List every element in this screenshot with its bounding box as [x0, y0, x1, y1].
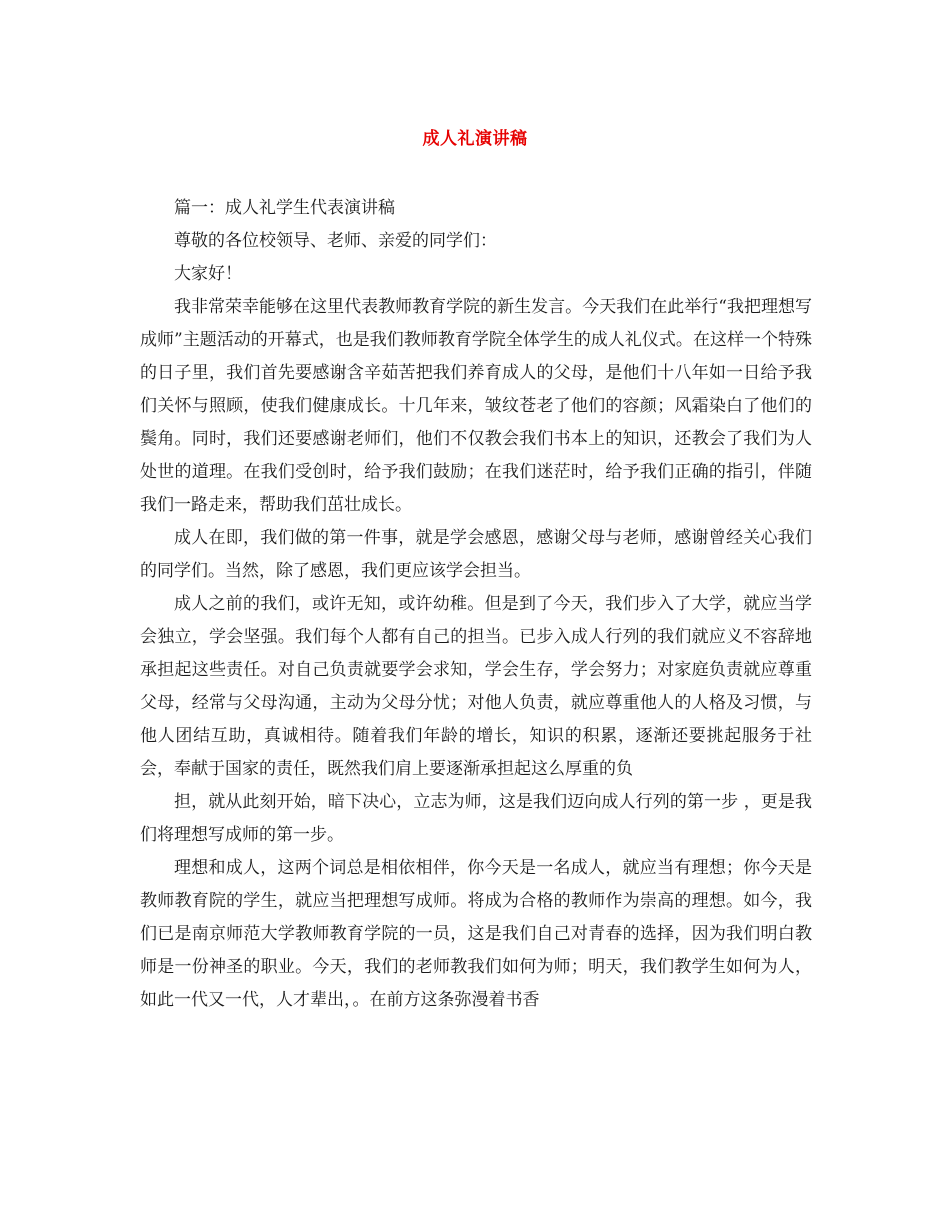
body-paragraph: 担，就从此刻开始，暗下决心，立志为师，这是我们迈向成人行列的第一步 ，更是我们将理想写成师的第一步。: [140, 792, 812, 845]
body-paragraph: 我非常荣幸能够在这里代表教师教育学院的新生发言。今天我们在此举行“我把理想写成师”主题活动的开幕式，也是我们教师教育学院全体学生的成人礼仪式。在这样一个特殊的日子里，我们首先要感谢含辛茹苦把我们养育成人的父母，是他们十八年如一日给予我们关怀与照顾，使我们健康成长。十几年来，皱纹苍老了他们的容颜；风霜染白了他们的鬓角。同时，我们还要感谢老师们，他们不仅教会我们书本上的知识，还教会了我们为人处世的道理。在我们受创时，给予我们鼓励；在我们迷茫时，给予我们正确的指引，伴随我们一路走来，帮助我们茁壮成长。: [140, 297, 812, 515]
body-paragraph: 理想和成人，这两个词总是相依相伴，你今天是一名成人，就应当有理想；你今天是教师教育院的学生，就应当把理想写成师。将成为合格的教师作为崇高的理想。如今，我们已是南京师范大学教师教育学院的一员，这是我们自己对青春的选择，因为我们明白教师是一份神圣的职业。今天，我们的老师教我们如何为师；明天，我们教学生如何为人，如此一代又一代，人才辈出，。在前方这条弥漫着书香: [140, 858, 812, 1010]
greeting: 大家好！: [174, 264, 242, 284]
body-paragraph: 成人在即，我们做的第一件事，就是学会感恩，感谢父母与老师，感谢曾经关心我们的同学们。当然，除了感恩，我们更应该学会担当。: [140, 528, 812, 581]
document-body: [140, 192, 812, 1017]
section-heading: 篇一：成人礼学生代表演讲稿: [174, 198, 395, 218]
salutation: 尊敬的各位校领导、老师、亲爱的同学们：: [174, 231, 497, 251]
document-title: 成人礼演讲稿: [422, 129, 528, 149]
body-paragraph: 成人之前的我们，或许无知，或许幼稚。但是到了今天，我们步入了大学，就应当学会独立，学会坚强。我们每个人都有自己的担当。已步入成人行列的我们就应义不容辞地承担起这些责任。对自己负责就要学会求知，学会生存，学会努力；对家庭负责就应尊重父母，经常与父母沟通，主动为父母分忧；对他人负责，就应尊重他人的人格及习惯，与他人团结互助，真诚相待。随着我们年龄的增长，知识的积累，逐渐还要挑起服务于社会，奉献于国家的责任，既然我们肩上要逐渐承担起这么厚重的负: [140, 594, 812, 779]
